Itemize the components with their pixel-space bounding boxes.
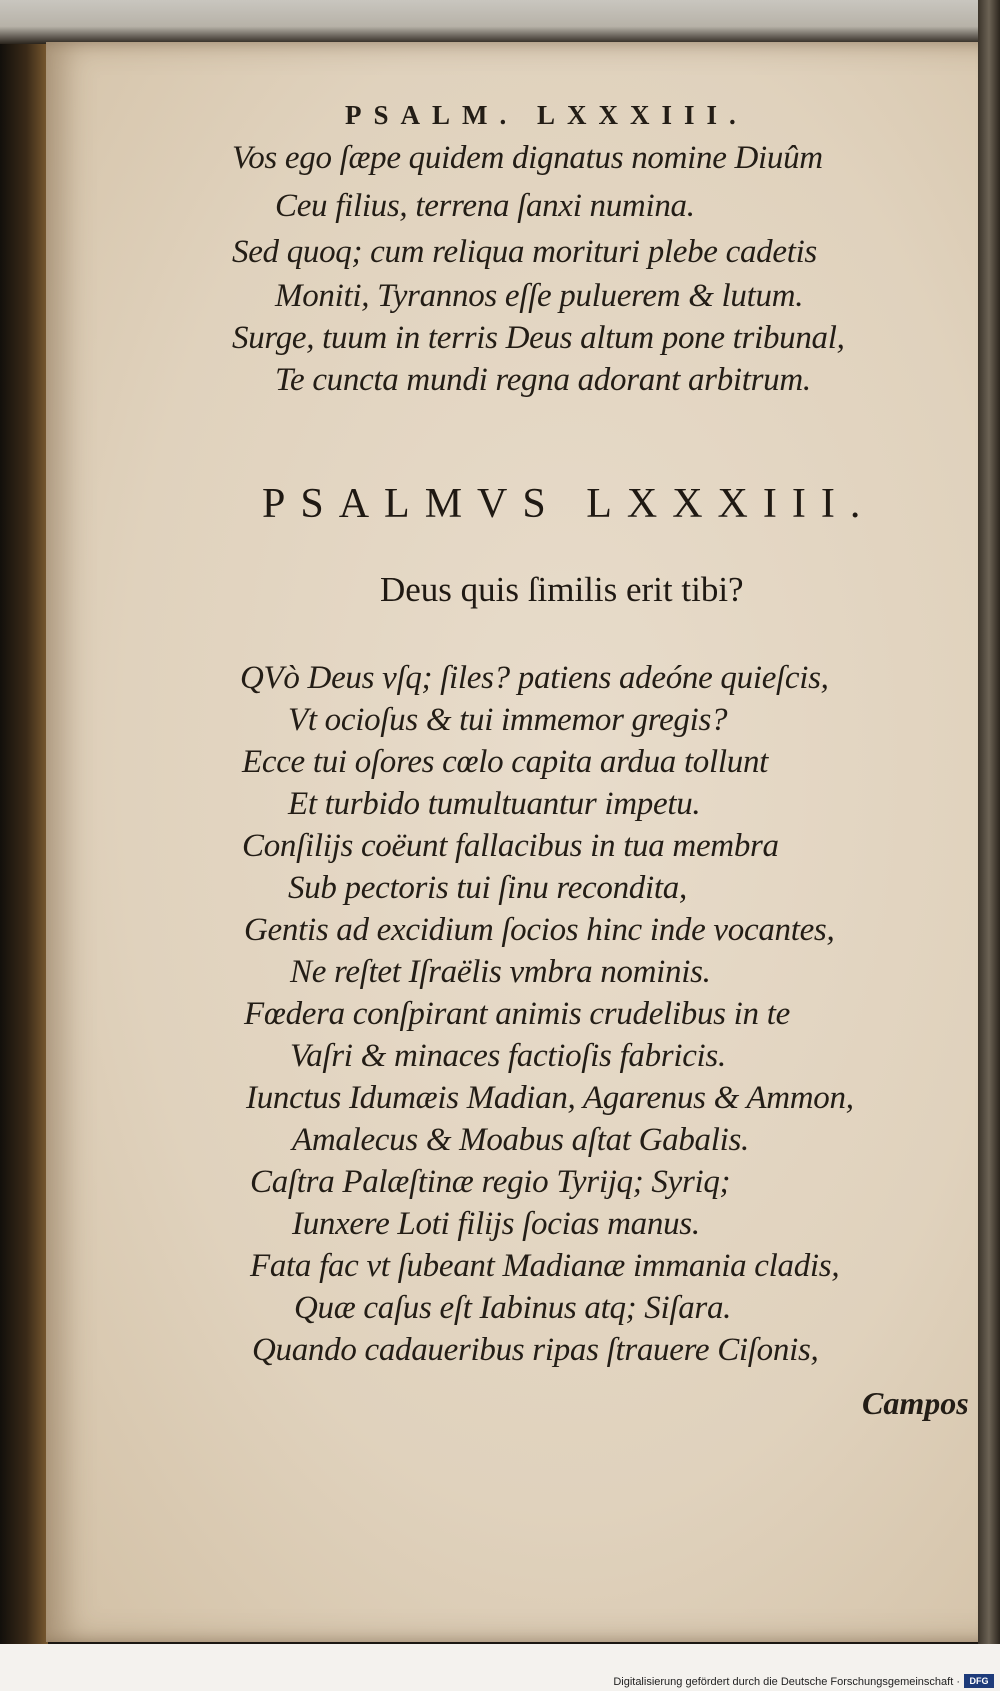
footer-credit: Digitalisierung gefördert durch die Deutsche Forschungsgemeinschaft · — [613, 1676, 960, 1688]
verse-line: Conſilijs coëunt fallacibus in tua membra — [242, 828, 779, 864]
top-verse-line: Sed quoq; cum reliqua morituri plebe cadetis — [232, 234, 817, 270]
verse-line: Ecce tui oſores cœlo capita ardua tollunt — [242, 744, 769, 780]
verse-line: Sub pectoris tui ſinu recondita, — [288, 870, 687, 906]
top-verse-line: Moniti, Tyrannos eſſe puluerem & lutum. — [275, 278, 804, 314]
verse-line: Fata fac vt ſubeant Madianæ immania cladis, — [250, 1248, 840, 1284]
verse-line: Et turbido tumultuantur impetu. — [288, 786, 701, 822]
verse-line: Vaſri & minaces factioſis fabricis. — [290, 1038, 726, 1074]
verse-line: Amalecus & Moabus aſtat Gabalis. — [292, 1122, 749, 1158]
verse-line: Quando cadaueribus ripas ſtrauere Ciſonis, — [252, 1332, 819, 1368]
verse-line: Quæ caſus eſt Iabinus atq; Siſara. — [294, 1290, 732, 1326]
verse-line: QVò Deus vſq; ſiles? patiens adeóne quieſcis, — [240, 660, 829, 696]
verse-line: Caſtra Palæſtinæ regio Tyrijq; Syriq; — [250, 1164, 731, 1200]
catchword: Campos — [862, 1385, 969, 1421]
verse-line: Vt ocioſus & tui immemor gregis? — [288, 702, 728, 738]
book-spine-shadow — [0, 44, 48, 1644]
verse-line: Gentis ad excidium ſocios hinc inde vocantes, — [244, 912, 835, 948]
verse-line: Ne reſtet Iſraëlis vmbra nominis. — [290, 954, 711, 990]
scan-top-border — [0, 0, 1000, 44]
verse-line: Iunxere Loti filijs ſocias manus. — [292, 1206, 700, 1242]
verse-line: Fœdera conſpirant animis crudelibus in te — [244, 996, 790, 1032]
book-board-edge — [978, 0, 1000, 1691]
top-verse-line: Te cuncta mundi regna adorant arbitrum. — [275, 362, 811, 398]
top-verse-line: Ceu filius, terrena ſanxi numina. — [275, 188, 695, 224]
running-head: PSALM. LXXXIII. — [345, 100, 748, 130]
top-verse-line: Vos ego ſæpe quidem dignatus nomine Diuûm — [232, 140, 823, 176]
verse-line: Iunctus Idumæis Madian, Agarenus & Ammon, — [246, 1080, 854, 1116]
top-verse-line: Surge, tuum in terris Deus altum pone tribunal, — [232, 320, 845, 356]
dfg-logo: DFG — [964, 1674, 994, 1688]
psalm-title: PSALMVS LXXXIII. — [262, 481, 876, 527]
psalm-subtitle: Deus quis ſimilis erit tibi? — [380, 570, 744, 609]
